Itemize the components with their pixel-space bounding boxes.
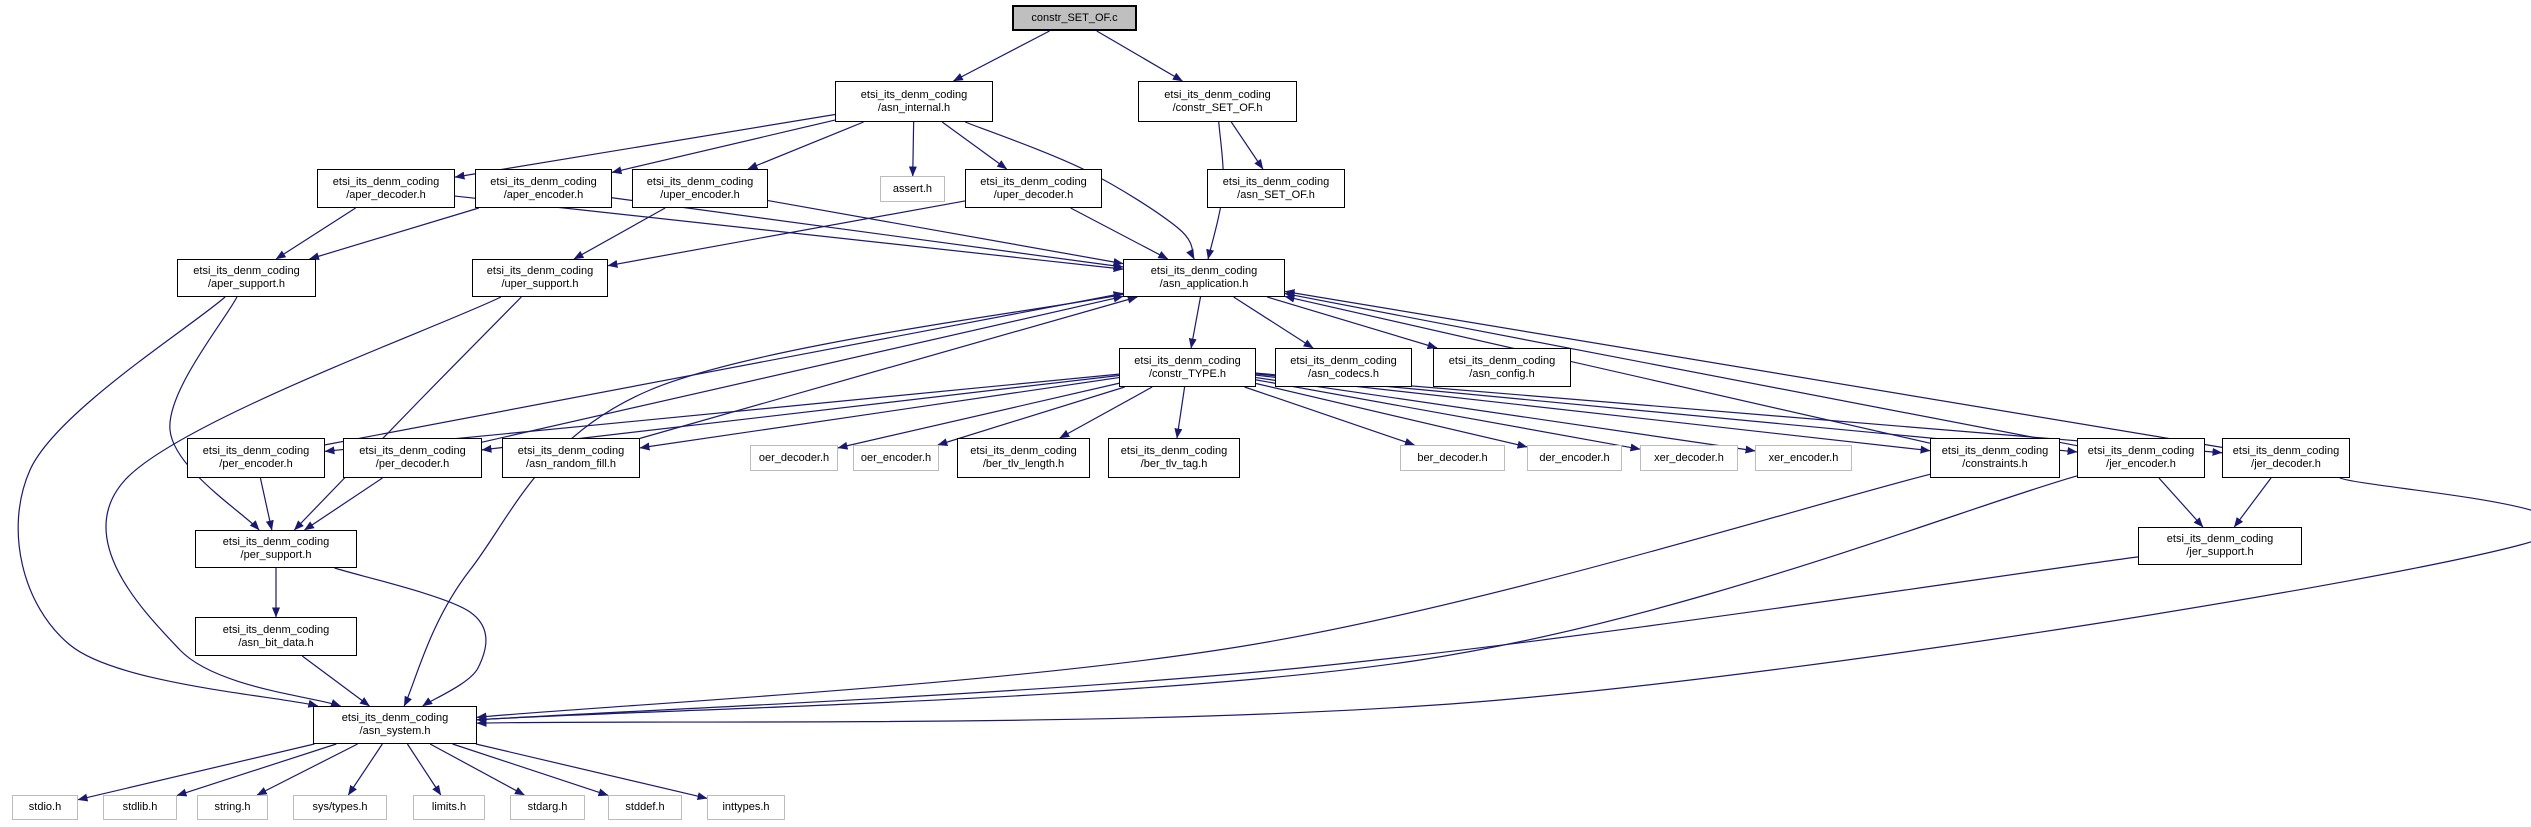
- node-label-line: etsi_its_denm_coding: [2166, 533, 2274, 545]
- include-edge-aper_encoder-to-aper_support: [310, 208, 479, 259]
- node-oer_decoder: [750, 445, 838, 471]
- node-label-line: /asn_config.h: [1469, 367, 1535, 380]
- node-label-line: assert.h: [892, 182, 933, 195]
- node-main: [1012, 5, 1137, 31]
- node-asn_codecs[interactable]: [1275, 348, 1412, 387]
- node-ber_tlv_length[interactable]: [957, 438, 1090, 478]
- node-label-line: ber_decoder.h: [1417, 451, 1488, 464]
- node-label-line: etsi_its_denm_coding: [332, 175, 440, 188]
- include-edge-asn_bit_data-to-asn_system: [302, 656, 369, 706]
- include-edge-per_decoder-to-asn_application: [482, 296, 1123, 442]
- node-stdarg: [510, 795, 585, 820]
- node-label-line: /asn_application.h: [1159, 278, 1249, 290]
- node-uper_encoder[interactable]: [632, 169, 768, 208]
- include-edge-asn_internal-to-uper_decoder: [942, 122, 1007, 169]
- node-uper_support[interactable]: [472, 259, 608, 297]
- node-oer_encoder: [853, 445, 939, 471]
- node-label-line: etsi_its_denm_coding: [193, 265, 300, 277]
- include-edge-asn_application-to-asn_system: [404, 294, 1123, 706]
- node-label-line: limits.h: [431, 801, 467, 813]
- node-label-line: etsi_its_denm_coding: [517, 445, 625, 457]
- node-label-line: inttypes.h: [722, 801, 770, 813]
- node-jer_encoder[interactable]: [2077, 438, 2205, 478]
- include-edge-per_decoder-to-per_support: [305, 478, 383, 530]
- node-inttypes: [707, 795, 785, 820]
- node-uper_decoder[interactable]: [965, 169, 1102, 208]
- node-label-line: etsi_its_denm_coding: [860, 88, 968, 101]
- node-label-line: etsi_its_denm_coding: [1222, 175, 1330, 188]
- include-edge-asn_system-to-string: [257, 744, 357, 795]
- node-label-line: etsi_its_denm_coding: [646, 175, 754, 188]
- include-edge-constr_type-to-ber_tlv_length: [1060, 387, 1152, 438]
- include-edge-aper_encoder-to-asn_application: [612, 198, 1123, 267]
- node-label-line: etsi_its_denm_coding: [341, 712, 449, 724]
- node-label-line: /per_encoder.h: [219, 458, 293, 470]
- include-edge-constr_type-to-oer_encoder: [938, 387, 1125, 445]
- include-edge-per_support-to-asn_system: [335, 568, 486, 706]
- node-label-line: /per_support.h: [240, 549, 312, 561]
- node-label-line: etsi_its_denm_coding: [1290, 354, 1397, 367]
- node-label-line: /jer_support.h: [2186, 546, 2254, 558]
- node-label-line: oer_decoder.h: [758, 451, 830, 464]
- node-label-line: /per_decoder.h: [375, 458, 450, 470]
- node-label-line: der_encoder.h: [1539, 451, 1610, 464]
- include-edge-jer_decoder-to-jer_support: [2234, 478, 2271, 527]
- node-jer_support[interactable]: [2138, 527, 2302, 565]
- include-edge-asn_system-to-stdlib: [177, 744, 336, 796]
- include-edge-asn_application-to-asn_config: [1267, 297, 1437, 348]
- node-aper_encoder[interactable]: [475, 169, 612, 208]
- node-label-line: stddef.h: [625, 801, 665, 813]
- node-label-line: /constr_TYPE.h: [1148, 367, 1227, 380]
- include-edge-jer_decoder-to-asn_application: [1285, 291, 2222, 447]
- node-label-line: stdarg.h: [527, 801, 568, 813]
- node-label-line: /constr_SET_OF.h: [1172, 101, 1263, 114]
- include-edge-asn_system-to-limits: [407, 744, 440, 795]
- node-xer_decoder: [1640, 445, 1738, 471]
- node-asn_system[interactable]: [313, 706, 477, 744]
- include-edge-asn_system-to-sys_types: [348, 744, 382, 795]
- node-aper_decoder[interactable]: [317, 169, 455, 208]
- node-asn_internal[interactable]: [835, 81, 993, 122]
- include-edge-asn_system-to-stdio: [78, 744, 314, 800]
- node-label-line: oer_encoder.h: [860, 451, 932, 464]
- node-label-line: etsi_its_denm_coding: [222, 623, 330, 636]
- node-label-line: /asn_bit_data.h: [238, 636, 314, 649]
- node-aper_support[interactable]: [177, 259, 316, 297]
- node-label-line: stdio.h: [28, 801, 62, 813]
- node-ber_tlv_tag[interactable]: [1108, 438, 1240, 478]
- include-edge-jer_decoder-to-asn_system: [477, 478, 2531, 723]
- node-label-line: /asn_codecs.h: [1308, 367, 1379, 380]
- node-asn_bit_data[interactable]: [195, 617, 357, 656]
- include-edge-constr_set_of_h-to-asn_set_of_h: [1231, 122, 1263, 169]
- node-der_encoder: [1527, 445, 1622, 471]
- node-string: [197, 795, 268, 820]
- node-label-line: etsi_its_denm_coding: [2087, 445, 2195, 457]
- include-edge-asn_application-to-asn_codecs: [1234, 297, 1313, 348]
- node-stddef: [608, 795, 682, 820]
- include-edge-asn_random_fill-to-asn_application: [640, 297, 1137, 438]
- node-label-line: /constraints.h: [1962, 458, 2028, 470]
- node-ber_decoder: [1400, 445, 1505, 471]
- include-edge-jer_support-to-asn_system: [477, 557, 2138, 720]
- node-label-line: etsi_its_denm_coding: [490, 175, 597, 188]
- node-label-line: etsi_its_denm_coding: [1941, 445, 2049, 457]
- node-label-line: etsi_its_denm_coding: [1448, 354, 1556, 367]
- edge-group: [18, 31, 2531, 800]
- node-label-line: etsi_its_denm_coding: [2232, 445, 2340, 457]
- node-label-line: etsi_its_denm_coding: [202, 445, 310, 457]
- include-edge-constr_type-to-ber_tlv_tag: [1177, 387, 1185, 438]
- node-label-line: string.h: [214, 801, 251, 813]
- node-limits: [413, 795, 485, 820]
- node-per_decoder[interactable]: [343, 438, 482, 478]
- node-sys_types: [293, 795, 387, 820]
- node-asn_random_fill[interactable]: [502, 438, 640, 478]
- include-edge-per_encoder-to-per_support: [260, 478, 271, 530]
- include-edge-main-to-asn_internal: [953, 31, 1049, 81]
- node-label-line: /uper_encoder.h: [660, 188, 740, 201]
- include-edge-asn_internal-to-aper_decoder: [455, 115, 835, 178]
- include-edge-asn_application-to-constr_type: [1191, 297, 1200, 348]
- node-label-line: stdlib.h: [122, 801, 158, 813]
- include-edge-asn_internal-to-assert_h: [913, 122, 914, 176]
- node-label-line: /ber_tlv_tag.h: [1140, 458, 1208, 470]
- node-label-line: etsi_its_denm_coding: [1150, 265, 1258, 277]
- node-label-line: /aper_encoder.h: [503, 188, 584, 201]
- node-label-line: xer_decoder.h: [1654, 451, 1724, 464]
- node-label-line: /uper_support.h: [501, 278, 579, 290]
- include-edge-asn_internal-to-uper_encoder: [748, 122, 864, 169]
- node-label-line: /asn_random_fill.h: [526, 458, 616, 470]
- node-per_support[interactable]: [195, 530, 357, 568]
- node-label-line: /ber_tlv_length.h: [982, 458, 1065, 470]
- node-label-line: /aper_decoder.h: [346, 188, 426, 201]
- node-label-line: /asn_system.h: [359, 725, 431, 737]
- node-label-line: /jer_encoder.h: [2106, 458, 2176, 470]
- node-per_encoder[interactable]: [187, 438, 325, 478]
- include-edge-jer_encoder-to-asn_system: [477, 476, 2077, 720]
- node-label-line: /asn_SET_OF.h: [1237, 188, 1315, 201]
- include-edge-uper_decoder-to-asn_application: [1071, 208, 1168, 259]
- node-label-line: etsi_its_denm_coding: [1164, 88, 1271, 101]
- include-edge-aper_decoder-to-aper_support: [276, 208, 355, 259]
- include-edge-uper_encoder-to-uper_support: [574, 208, 665, 259]
- node-label-line: etsi_its_denm_coding: [970, 445, 1077, 457]
- node-jer_decoder[interactable]: [2222, 438, 2350, 478]
- node-constr_type[interactable]: [1119, 348, 1256, 387]
- include-edge-constraints-to-asn_system: [477, 474, 1930, 717]
- node-label-line: etsi_its_denm_coding: [359, 445, 466, 457]
- node-constr_set_of_h[interactable]: [1138, 81, 1297, 122]
- node-label-line: etsi_its_denm_coding: [980, 175, 1087, 188]
- node-assert_h: [880, 176, 945, 202]
- node-constraints[interactable]: [1930, 438, 2060, 478]
- node-asn_config[interactable]: [1433, 348, 1571, 387]
- node-label-line: etsi_its_denm_coding: [1120, 445, 1228, 457]
- node-label-line: etsi_its_denm_coding: [222, 536, 330, 548]
- node-label-line: xer_encoder.h: [1768, 451, 1839, 464]
- include-edge-main-to-constr_set_of_h: [1097, 31, 1183, 81]
- include-edge-constr_type-to-xer_decoder: [1256, 380, 1640, 449]
- node-asn_set_of_h[interactable]: [1207, 169, 1345, 208]
- node-label-line: etsi_its_denm_coding: [486, 265, 594, 277]
- node-label-line: /asn_internal.h: [877, 101, 951, 114]
- include-edge-constr_type-to-ber_decoder: [1245, 387, 1415, 445]
- node-label-line: /uper_decoder.h: [993, 188, 1074, 201]
- include-edge-jer_encoder-to-jer_support: [2159, 478, 2203, 527]
- node-label-line: sys/types.h: [312, 801, 368, 813]
- node-xer_encoder: [1755, 445, 1852, 471]
- node-asn_application[interactable]: [1123, 259, 1285, 297]
- include-edge-uper_encoder-to-asn_application: [768, 201, 1123, 264]
- node-stdio: [12, 795, 78, 820]
- node-label-line: etsi_its_denm_coding: [1134, 354, 1241, 367]
- include-edge-aper_support-to-per_support: [170, 297, 259, 530]
- node-label-line: /aper_support.h: [207, 278, 286, 290]
- node-label-line: /jer_decoder.h: [2251, 458, 2321, 470]
- node-stdlib: [103, 795, 177, 820]
- node-label-line: constr_SET_OF.c: [1031, 11, 1118, 24]
